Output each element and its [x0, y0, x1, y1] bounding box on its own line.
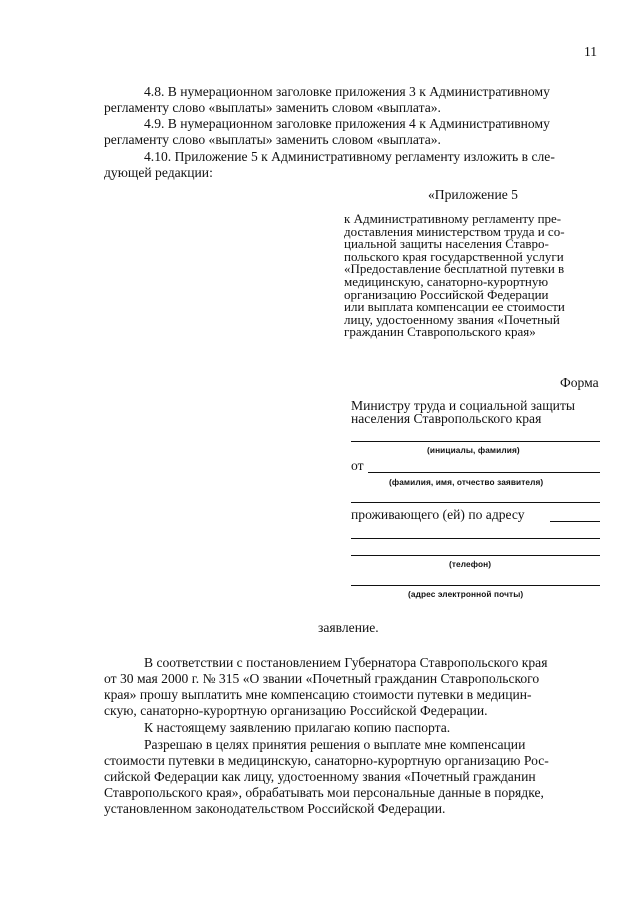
paragraph-3-line: сийской Федерации как лицу, удостоенному звания «Почетный гражданин: [104, 769, 536, 784]
application-title: заявление.: [318, 620, 379, 635]
from-word: от: [351, 458, 364, 473]
appendix-title: «Приложение 5: [428, 187, 518, 202]
paragraph-2: К настоящему заявлению прилагаю копию паспорта.: [144, 720, 451, 735]
item-4-9-line1: 4.9. В нумерационном заголовке приложения 4 к Административному: [144, 116, 550, 131]
appendix-line: медицинскую, санаторно-курортную: [344, 273, 549, 289]
address-line-2[interactable]: [351, 538, 600, 539]
appendix-description: [344, 213, 608, 339]
appendix-line: лицу, удостоенному звания «Почетный: [344, 311, 560, 327]
phone-field-line[interactable]: [351, 555, 600, 556]
appendix-line: организацию Российской Федерации: [344, 286, 549, 302]
paragraph-3-line: стоимости путевки в медицинскую, санаторно-курортную организацию Рос-: [104, 753, 549, 768]
appendix-line: польского края государственной услуги: [344, 248, 564, 264]
paragraph-3-line: установленном законодательством Российской Федерации.: [104, 801, 446, 816]
email-field-line[interactable]: [351, 585, 600, 586]
paragraph-3: [104, 737, 608, 817]
paragraph-1: [104, 655, 608, 719]
paragraph-3-line: Разрешаю в целях принятия решения о выплате мне компенсации: [144, 737, 526, 752]
form-label: Форма: [560, 375, 599, 390]
paragraph-1-text: В соответствии с постановлением Губернатора Ставропольского края: [144, 655, 548, 670]
email-caption: (адрес электронной почты): [408, 589, 524, 599]
page-number: 11: [584, 44, 598, 59]
initials-caption: (инициалы, фамилия): [427, 445, 520, 455]
fio-caption: (фамилия, имя, отчество заявителя): [389, 477, 544, 487]
paragraph-1-line: от 30 мая 2000 г. № 315 «О звании «Почетный гражданин Ставропольского: [104, 671, 540, 686]
item-4-10-line2: дующей редакции:: [104, 165, 213, 180]
paragraph-1-line: [104, 655, 608, 671]
item-4-9-line2: регламенту слово «выплаты» заменить словом «выплата».: [104, 132, 441, 147]
appendix-line: к Административному регламенту пре-: [344, 211, 562, 226]
appendix-line: циальной защиты населения Ставро-: [344, 236, 549, 252]
paragraph-1-line: края» прошу выплатить мне компенсацию стоимости путевки в медицин-: [104, 687, 532, 702]
item-4-8-line2: регламенту слово «выплаты» заменить словом «выплата».: [104, 100, 441, 115]
addressee-line2: населения Ставропольского края: [351, 411, 542, 426]
appendix-line: гражданин Ставропольского края»: [344, 324, 536, 340]
appendix-line: доставления министерством труда и со-: [344, 223, 565, 239]
item-4-10-line1: 4.10. Приложение 5 к Административному регламенту изложить в сле-: [144, 149, 555, 164]
fio-extra-line[interactable]: [351, 502, 600, 503]
appendix-line: «Предоставление бесплатной путевки в: [344, 261, 565, 277]
residing-label: проживающего (ей) по адресу: [351, 507, 525, 522]
from-field-line[interactable]: [368, 472, 600, 473]
initials-field-line[interactable]: [351, 441, 600, 442]
appendix-line: или выплата компенсации ее стоимости: [344, 299, 565, 315]
item-4-8-line1: 4.8. В нумерационном заголовке приложения 3 к Административному: [144, 84, 550, 99]
address-field-line[interactable]: [550, 521, 600, 522]
phone-caption: (телефон): [449, 559, 492, 569]
paragraph-1-line: скую, санаторно-курортную организацию Российской Федерации.: [104, 703, 488, 718]
addressee-line1: Министру труда и социальной защиты: [351, 398, 576, 413]
paragraph-3-line: Ставропольского края», обрабатывать мои персональные данные в порядке,: [104, 785, 544, 800]
